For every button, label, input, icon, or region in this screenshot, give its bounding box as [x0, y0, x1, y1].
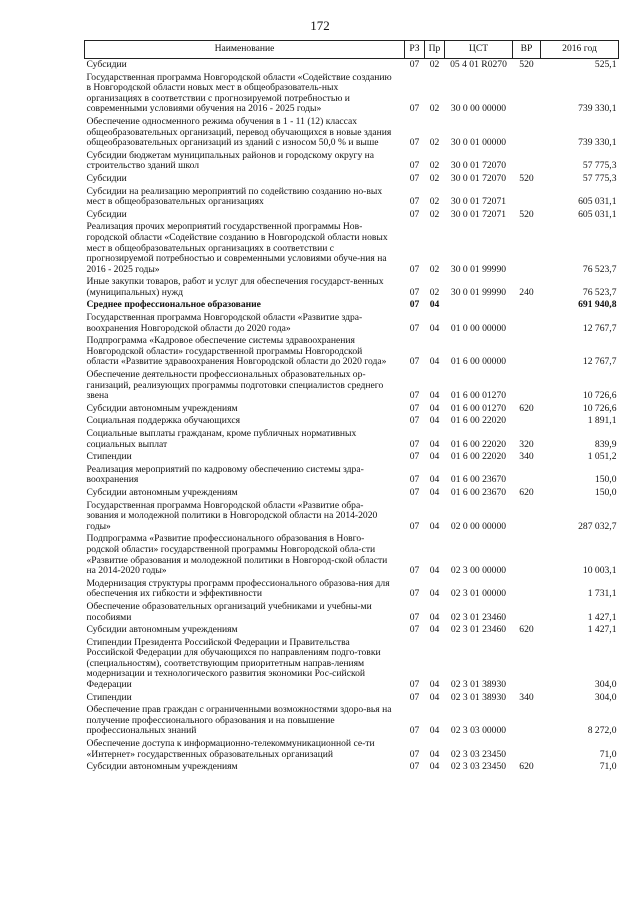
cell-cst: 01 6 00 00000: [450, 356, 507, 368]
cell-vr: 520: [519, 59, 534, 70]
cell-pr: 04: [429, 415, 440, 427]
cell-name: Субсидии бюджетам муниципальных районов и городскому округу на строительство зданий школ: [86, 149, 375, 172]
cell-cst: 02 3 01 23460: [450, 624, 507, 636]
cell-pr: 04: [429, 486, 440, 498]
cell-cst: 30 0 01 72070: [450, 172, 507, 184]
cell-vr: [513, 72, 541, 116]
table-row: [85, 415, 619, 428]
cell-cst: 01 6 00 23670: [450, 486, 507, 498]
cell-name: Субсидии на реализацию мероприятий по содействию созданию но-вых мест в общеобразовательных организациях: [86, 185, 383, 208]
cell-name: Субсидии автономным учреждениям: [86, 624, 238, 636]
cell-sum: 304,0: [594, 679, 617, 691]
cell-sum: 739 330,1: [578, 103, 617, 115]
cell-name: Стипендии Президента Российской Федерации и Правительства Российской Федерации для обучающихся по направлениям подго-товки (специальностям), соответствующим приоритетным направ-лениям модернизации и технологического развития экономики Рос-сийской Федерации: [86, 636, 381, 691]
cell-sum: 1 891,1: [587, 415, 617, 427]
table-header: [85, 41, 619, 59]
cell-sum: 1 427,1: [587, 624, 617, 636]
cell-pr: 02: [429, 103, 440, 115]
cell-rz: 07: [409, 137, 420, 149]
cell-cst: 30 0 01 72071: [450, 196, 507, 208]
cell-sum: 1 731,1: [587, 588, 617, 600]
cell-pr: 04: [429, 438, 440, 450]
header-pr: Пр: [425, 41, 445, 59]
cell-name: Подпрограмма «Развитие профессионального образования в Новго-родской области» государственной программы Новгородской обла-сти «Развитие образования и молодежной политики в Новгород-ской области на 2014-2020 годы»: [86, 533, 388, 577]
cell-vr: [513, 116, 541, 150]
cell-pr: 04: [429, 748, 440, 760]
cell-cst: 02 3 01 00000: [450, 588, 507, 600]
cell-rz: 07: [409, 160, 420, 172]
cell-name: Социальная поддержка обучающихся: [86, 415, 241, 427]
cell-rz: 07: [409, 208, 420, 220]
cell-name: Обеспечение прав граждан с ограниченными возможностями здоро-вья на получение профессионального образования и на повышение профессиональных знаний: [86, 704, 392, 737]
cell-pr: 02: [429, 263, 440, 275]
cell-name: Обеспечение односменного режима обучения в 1 - 11 (12) классах общеобразовательных организаций, перевод обучающихся в новые здания общеобразовательных организаций из зданий с износом 50,0 % и выше: [86, 115, 392, 149]
table-row: [85, 72, 619, 116]
table-row: [85, 276, 619, 299]
cell-cst: 02 0 00 00000: [450, 520, 507, 532]
table-row: [85, 335, 619, 369]
cell-rz: 07: [409, 451, 420, 463]
table-row: [85, 451, 619, 464]
cell-name: Субсидии автономным учреждениям: [86, 761, 238, 773]
cell-rz: 07: [409, 263, 420, 275]
cell-pr: 04: [429, 761, 440, 773]
cell-cst: 01 0 00 00000: [450, 322, 507, 334]
cell-rz: 07: [409, 196, 420, 208]
cell-rz: 07: [409, 486, 420, 498]
cell-sum: 839,9: [594, 438, 617, 450]
cell-vr: [513, 221, 541, 276]
table-row: [85, 761, 619, 774]
cell-name: Стипендии: [86, 451, 132, 463]
cell-pr: 04: [429, 402, 440, 414]
cell-rz: 07: [409, 520, 420, 532]
cell-vr: 520: [519, 208, 534, 220]
cell-sum: 76 523,7: [582, 286, 617, 298]
table-row: [85, 369, 619, 403]
table-row: [85, 704, 619, 738]
cell-sum: 1 051,2: [587, 451, 617, 463]
cell-rz: 07: [409, 588, 420, 600]
cell-sum: 1 427,1: [587, 611, 617, 623]
cell-cst: 02 3 01 38930: [450, 691, 507, 703]
cell-pr: 04: [429, 611, 440, 623]
cell-sum: 304,0: [594, 691, 617, 703]
cell-cst: 02 3 03 00000: [450, 725, 507, 737]
cell-cst: 05 4 01 R0270: [450, 59, 507, 70]
table-row: [85, 487, 619, 500]
cell-cst: 02 3 03 23450: [450, 761, 507, 773]
cell-name: Субсидии автономным учреждениям: [86, 486, 238, 498]
budget-table: [84, 40, 619, 774]
cell-pr: 04: [429, 520, 440, 532]
cell-sum: 150,0: [594, 486, 617, 498]
cell-name: Обеспечение деятельности профессиональных образовательных ор-ганизаций, реализующих программы подготовки специалистов среднего звена: [86, 369, 384, 402]
cell-vr: [513, 704, 541, 738]
cell-rz: 07: [409, 691, 420, 703]
cell-rz: 07: [409, 415, 420, 427]
cell-pr: 02: [429, 208, 440, 220]
cell-vr: 320: [519, 438, 534, 450]
cell-cst: 30 0 01 72071: [450, 208, 507, 220]
cell-name: Стипендии: [86, 691, 132, 703]
header-sum: 2016 год: [541, 41, 619, 59]
table-row: [85, 173, 619, 186]
cell-pr: 02: [429, 172, 440, 184]
cell-vr: [513, 335, 541, 369]
cell-cst: 01 6 00 01270: [450, 390, 507, 402]
cell-vr: [513, 738, 541, 761]
cell-cst: 30 0 01 72070: [450, 160, 507, 172]
cell-name: Субсидии: [86, 172, 127, 184]
cell-sum: 10 726,6: [582, 390, 617, 402]
cell-cst: 02 3 00 00000: [450, 565, 507, 577]
header-rz: РЗ: [405, 41, 425, 59]
cell-pr: 04: [429, 565, 440, 577]
cell-name: Иные закупки товаров, работ и услуг для обеспечения государст-венных (муниципальных) нужд: [86, 276, 384, 298]
cell-rz: 07: [409, 438, 420, 450]
cell-rz: 07: [409, 474, 420, 486]
cell-sum: 691 940,8: [578, 299, 617, 311]
cell-vr: [513, 500, 541, 534]
cell-pr: 04: [429, 390, 440, 402]
cell-name: Реализация прочих мероприятий государственной программы Нов-городской области «Содействие созданию в Новгородской области новых мест в общеобразовательных организациях в соответствии с прогнозируемой потребностью и современными условиями обуче-ния на 2016 - 2025 годы»: [86, 221, 388, 275]
cell-pr: 02: [429, 160, 440, 172]
cell-sum: 605 031,1: [578, 196, 617, 208]
cell-pr: 02: [429, 196, 440, 208]
cell-sum: 605 031,1: [578, 208, 617, 220]
cell-sum: 287 032,7: [578, 520, 617, 532]
cell-pr: 04: [429, 451, 440, 463]
table-row: [85, 59, 619, 72]
cell-vr: [513, 415, 541, 428]
cell-rz: 07: [409, 172, 420, 184]
cell-rz: 07: [409, 611, 420, 623]
cell-rz: 07: [409, 725, 420, 737]
cell-sum: 71,0: [599, 761, 617, 773]
cell-name: Реализация мероприятий по кадровому обеспечению системы здра-воохранения: [86, 463, 364, 486]
cell-cst: 01 6 00 23670: [450, 474, 507, 486]
cell-sum: 57 775,3: [582, 160, 617, 172]
cell-vr: 620: [519, 624, 534, 636]
cell-sum: 150,0: [594, 474, 617, 486]
cell-pr: 04: [429, 322, 440, 334]
cell-rz: 07: [409, 356, 420, 368]
table-row: [85, 299, 619, 312]
table-row: [85, 500, 619, 534]
table-row: [85, 601, 619, 624]
cell-vr: 620: [519, 761, 534, 773]
cell-vr: [513, 533, 541, 577]
cell-sum: 10 726,6: [582, 402, 617, 414]
cell-name: Социальные выплаты гражданам, кроме публичных нормативных социальных выплат: [86, 428, 357, 450]
table-row: [85, 464, 619, 487]
cell-pr: 04: [429, 624, 440, 636]
cell-cst: 30 0 01 99990: [450, 286, 507, 298]
cell-rz: 07: [409, 679, 420, 691]
cell-name: Субсидии автономным учреждениям: [86, 402, 238, 414]
cell-pr: 04: [429, 679, 440, 691]
cell-vr: [513, 601, 541, 624]
cell-vr: [513, 369, 541, 403]
cell-vr: [513, 578, 541, 601]
table-row: [85, 624, 619, 637]
cell-cst: 02 3 01 38930: [450, 679, 507, 691]
table-row: [85, 533, 619, 577]
cell-vr: 340: [519, 691, 534, 703]
cell-vr: [513, 299, 541, 312]
cell-pr: 04: [429, 299, 440, 311]
cell-vr: 240: [519, 286, 534, 298]
table-row: [85, 116, 619, 150]
cell-rz: 07: [409, 322, 420, 334]
header-cst: ЦСТ: [445, 41, 513, 59]
cell-cst: [445, 299, 513, 312]
cell-name: Государственная программа Новгородской области «Содействие созданию в Новгородской области новых мест в общеобразователь-ных организациях в соответствии с прогнозируемой потребностью и современными условиями обучения на 2016 - 2025 годы»: [86, 71, 392, 115]
cell-vr: [513, 186, 541, 209]
cell-name: Модернизация структуры программ профессионального образова-ния для обеспечения их гибкости и эффективности: [86, 577, 390, 600]
cell-rz: 07: [409, 565, 420, 577]
table-row: [85, 221, 619, 276]
cell-vr: [513, 464, 541, 487]
table-row: [85, 312, 619, 335]
cell-name: Субсидии: [86, 59, 127, 70]
cell-vr: 620: [519, 402, 534, 414]
cell-vr: 620: [519, 486, 534, 498]
table-row: [85, 428, 619, 451]
cell-cst: 02 3 01 23460: [450, 611, 507, 623]
table-row: [85, 692, 619, 705]
cell-pr: 02: [429, 137, 440, 149]
cell-pr: 02: [429, 286, 440, 298]
cell-name: Государственная программа Новгородской области «Развитие здра-воохранения Новгородской области до 2020 года»: [86, 312, 363, 334]
cell-rz: 07: [409, 761, 420, 773]
cell-sum: 739 330,1: [578, 137, 617, 149]
cell-sum: 12 767,7: [582, 356, 617, 368]
cell-cst: 30 0 00 00000: [450, 103, 507, 115]
cell-name: Обеспечение образовательных организаций учебниками и учебны-ми пособиями: [86, 600, 372, 623]
cell-vr: [513, 150, 541, 173]
cell-cst: 30 0 01 00000: [450, 137, 507, 149]
cell-cst: 01 6 00 22020: [450, 415, 507, 427]
table-body: [85, 59, 619, 774]
cell-rz: 07: [409, 299, 420, 311]
cell-pr: 04: [429, 474, 440, 486]
cell-pr: 04: [429, 725, 440, 737]
cell-pr: 04: [429, 356, 440, 368]
cell-rz: 07: [409, 286, 420, 298]
cell-name: Субсидии: [86, 208, 127, 220]
cell-rz: 07: [409, 402, 420, 414]
cell-sum: 525,1: [594, 59, 617, 70]
cell-sum: 12 767,7: [582, 322, 617, 334]
cell-name: Государственная программа Новгородской области «Развитие обра-зования и молодежной политики в Новгородской области на 2014-2020 годы»: [86, 499, 378, 532]
table-row: [85, 738, 619, 761]
cell-pr: 02: [429, 59, 440, 70]
table-row: [85, 150, 619, 173]
table-row: [85, 186, 619, 209]
header-name: Наименование: [85, 41, 405, 59]
table-row: [85, 637, 619, 692]
cell-sum: 71,0: [599, 748, 617, 760]
table-row: [85, 403, 619, 416]
cell-sum: 57 775,3: [582, 172, 617, 184]
cell-rz: 07: [409, 59, 420, 70]
cell-name: Обеспечение доступа к информационно-телекоммуникационной се-ти «Интернет» государственных образовательных организаций: [86, 738, 375, 760]
cell-rz: 07: [409, 624, 420, 636]
cell-vr: 520: [519, 172, 534, 184]
cell-sum: 10 003,1: [582, 565, 617, 577]
cell-name: Среднее профессиональное образование: [86, 299, 261, 311]
cell-sum: 76 523,7: [582, 263, 617, 275]
cell-sum: 8 272,0: [587, 725, 617, 737]
cell-vr: [513, 637, 541, 692]
cell-rz: 07: [409, 103, 420, 115]
cell-cst: 02 3 03 23450: [450, 748, 507, 760]
cell-rz: 07: [409, 748, 420, 760]
cell-cst: 01 6 00 22020: [450, 451, 507, 463]
table-row: [85, 578, 619, 601]
cell-cst: 01 6 00 22020: [450, 438, 507, 450]
header-vr: ВР: [513, 41, 541, 59]
cell-cst: 30 0 01 99990: [450, 263, 507, 275]
cell-vr: [513, 312, 541, 335]
cell-pr: 04: [429, 691, 440, 703]
cell-pr: 04: [429, 588, 440, 600]
cell-vr: 340: [519, 451, 534, 463]
table-row: [85, 209, 619, 222]
cell-rz: 07: [409, 390, 420, 402]
cell-cst: 01 6 00 01270: [450, 402, 507, 414]
page-number: 172: [310, 18, 330, 33]
cell-name: Подпрограмма «Кадровое обеспечение системы здравоохранения Новгородской области» государственной программы Новгородской области «Развитие здравоохранения Новгородской области до 2020 года»: [86, 335, 387, 368]
